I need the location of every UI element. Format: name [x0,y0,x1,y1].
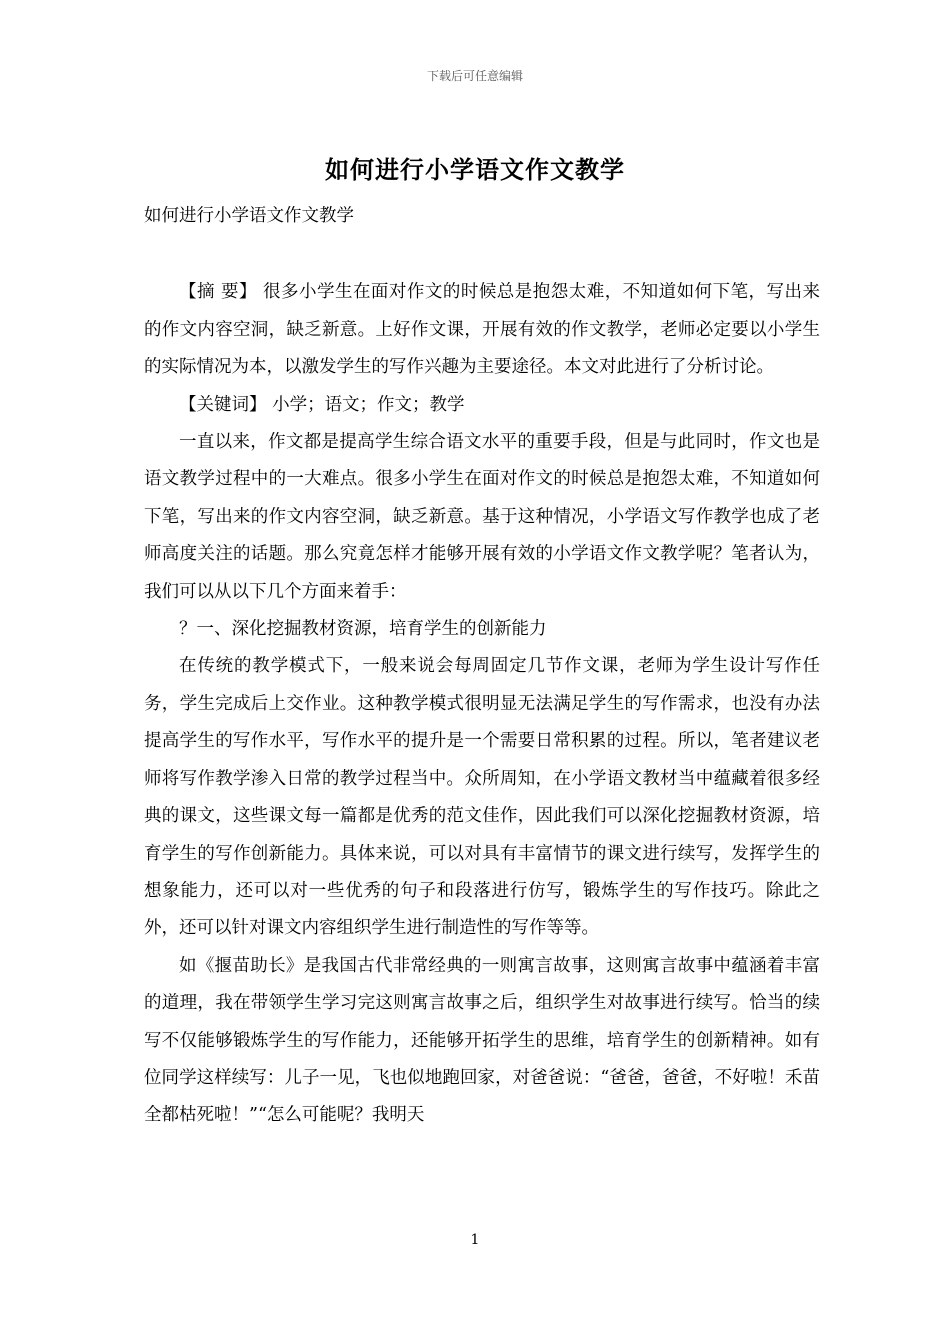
section-heading-1: ？一、深化挖掘教材资源，培育学生的创新能力 [179,619,547,640]
document-title: 如何进行小学语文作文教学 [325,155,625,184]
header-note: 下载后可任意编辑 [426,69,523,83]
body-paragraph-section1: 在传统的教学模式下，一般来说会每周固定几节作文课，老师为学生设计写作任务，学生完成后上交作业。这种教学模式很明显无法满足学生的写作需求，也没有办法提高学生的写作水平，写作水平的提升是一个需要日常积累的过程。所以，笔者建议老师将写作教学渗入日常的教学过程当中。众所周知，在小学语文教材当中蕴藏着很多经典的课文，这些课文每一篇都是优秀的范文佳作，因此我们可以深化挖掘教材资源，培育学生的写作创新能力。具体来说，可以对具有丰富情节的课文进行续写，发挥学生的想象能力，还可以对一些优秀的句子和段落进行仿写，锻炼学生的写作技巧。除此之外，还可以针对课文内容组织学生进行制造性的写作等等。 [144,656,820,939]
document-body [144,198,820,1135]
keywords-paragraph [144,387,820,424]
body-paragraph-intro: 一直以来，作文都是提高学生综合语文水平的重要手段，但是与此同时，作文也是语文教学过程中的一大难点。很多小学生在面对作文的时候总是抱怨太难，不知道如何下笔，写出来的作文内容空洞，缺乏新意。基于这种情况，小学语文写作教学也成了老师高度关注的话题。那么究竟怎样才能够开展有效的小学语文作文教学呢？笔者认为，我们可以从以下几个方面来着手： [144,432,820,602]
body-paragraph-example: 如《揠苗助长》是我国古代非常经典的一则寓言故事，这则寓言故事中蕴涵着丰富的道理，我在带领学生学习完这则寓言故事之后，组织学生对故事进行续写。恰当的续写不仅能够锻炼学生的写作能力，还能够开拓学生的思维，培育学生的创新精神。如有位同学这样续写：儿子一见，飞也似地跑回家，对爸爸说：“爸爸，爸爸，不好啦！禾苗全都枯死啦！”“怎么可能呢？我明天 [144,955,820,1126]
abstract-text: 很多小学生在面对作文的时候总是抱怨太难，不知道如何下笔，写出来的作文内容空洞，缺乏新意。上好作文课，开展有效的作文教学，老师必定要以小学生的实际情况为本，以激发学生的写作兴趣为主要途径。本文对此进行了分析讨论。 [144,282,821,378]
document-subtitle: 如何进行小学语文作文教学 [144,206,354,226]
abstract-paragraph [144,274,820,386]
keywords-text: 小学；语文；作文；教学 [266,394,465,415]
keywords-label: 【关键词】 [179,394,267,415]
abstract-label: 【摘 要】 [179,282,257,303]
page-number: 1 [470,1232,480,1248]
